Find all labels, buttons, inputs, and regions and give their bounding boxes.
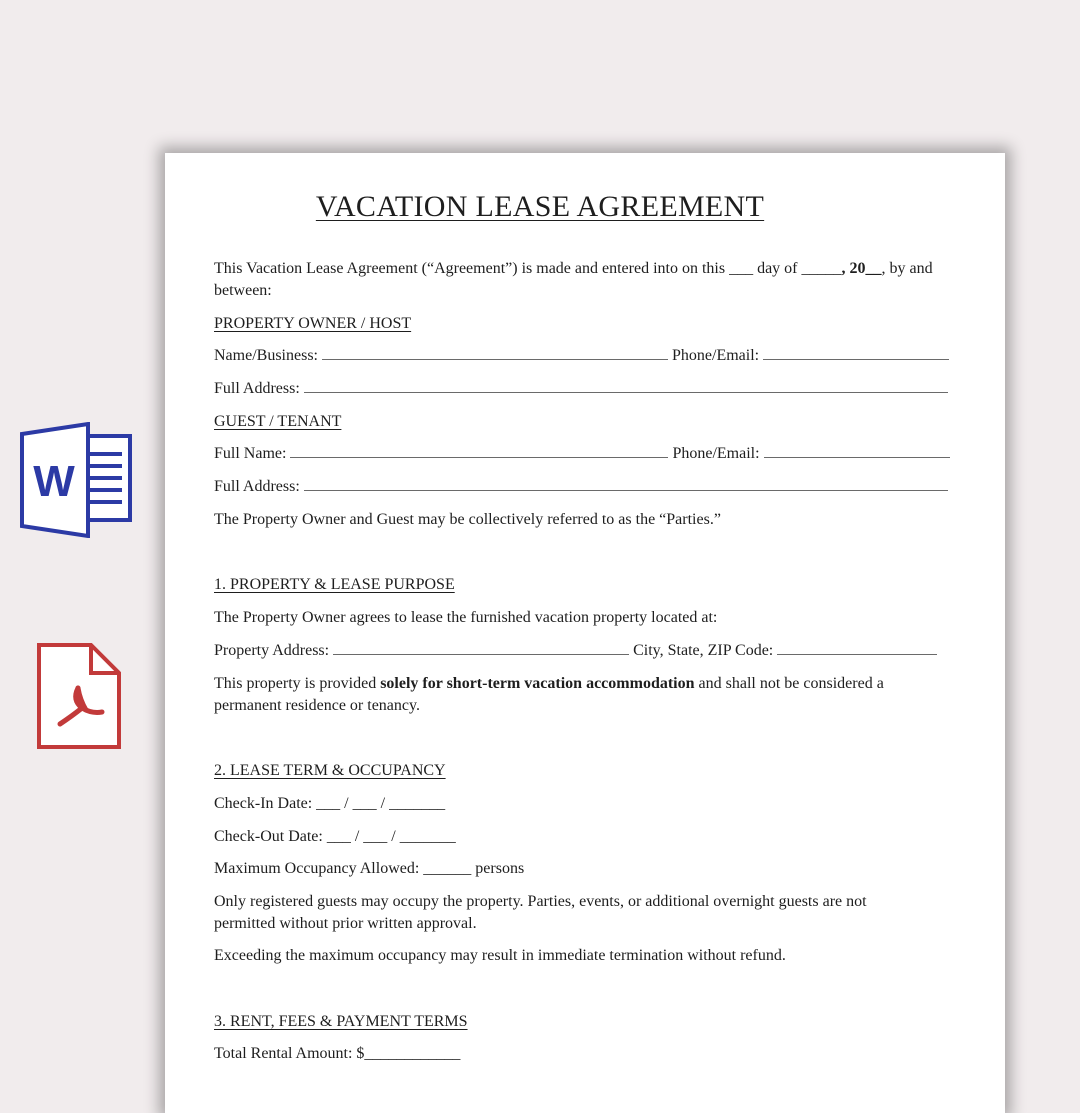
intro-paragraph: [214, 258, 954, 280]
owner-name-label: Name/Business:: [214, 347, 318, 364]
parties-note: The Property Owner and Guest may be collectively referred to as the “Parties.”: [214, 511, 721, 528]
city-state-zip-field[interactable]: [777, 640, 937, 655]
property-address-field[interactable]: [333, 640, 629, 655]
occupancy-rule: Only registered guests may occupy the property. Parties, events, or additional overnight guests are not: [214, 893, 867, 910]
word-file-icon: [20, 422, 134, 538]
owner-address-field[interactable]: [304, 378, 948, 393]
svg-text:W: W: [33, 457, 75, 506]
intro-year: , 20__: [841, 260, 882, 277]
purpose-paragraph-cont: permanent residence or tenancy.: [214, 697, 420, 714]
guest-phone-label: Phone/Email:: [672, 445, 760, 462]
section-1-intro: The Property Owner agrees to lease the furnished vacation property located at:: [214, 609, 718, 626]
owner-heading: PROPERTY OWNER / HOST: [214, 315, 412, 332]
purpose-text-end: and shall not be considered a: [694, 675, 884, 692]
guest-heading: GUEST / TENANT: [214, 413, 342, 430]
guest-address-field[interactable]: [304, 476, 948, 491]
owner-phone-field[interactable]: [763, 345, 949, 360]
owner-name-row: [214, 345, 954, 367]
owner-phone-label: Phone/Email:: [672, 347, 760, 364]
owner-address-row: [214, 378, 954, 400]
intro-paragraph-cont: between:: [214, 282, 272, 299]
intro-text-end: , by and: [881, 260, 933, 277]
occupancy-rule-cont: permitted without prior written approval.: [214, 915, 477, 932]
section-1-heading: 1. PROPERTY & LEASE PURPOSE: [214, 576, 455, 593]
guest-name-label: Full Name:: [214, 445, 287, 462]
checkout-date: Check-Out Date: ___ / ___ / _______: [214, 828, 456, 845]
intro-text: This Vacation Lease Agreement (“Agreement”) is made and entered into on this ___ day of _____: [214, 260, 842, 277]
max-occupancy: Maximum Occupancy Allowed: ______ persons: [214, 860, 525, 877]
owner-address-label: Full Address:: [214, 380, 300, 397]
document-title: VACATION LEASE AGREEMENT: [315, 190, 765, 223]
guest-phone-field[interactable]: [764, 443, 950, 458]
property-address-row: [214, 640, 954, 662]
total-rental-amount: Total Rental Amount: $____________: [214, 1045, 461, 1062]
guest-address-label: Full Address:: [214, 478, 300, 495]
purpose-paragraph: [214, 673, 954, 695]
section-3-heading: 3. RENT, FEES & PAYMENT TERMS: [214, 1013, 468, 1030]
occupancy-warning: Exceeding the maximum occupancy may result in immediate termination without refund.: [214, 947, 786, 964]
guest-address-row: [214, 476, 954, 498]
pdf-file-icon: [36, 642, 122, 750]
property-address-label: Property Address:: [214, 642, 330, 659]
city-state-zip-label: City, State, ZIP Code:: [633, 642, 774, 659]
purpose-text: This property is provided: [214, 675, 381, 692]
guest-name-row: [214, 443, 954, 465]
owner-name-field[interactable]: [322, 345, 668, 360]
checkin-date: Check-In Date: ___ / ___ / _______: [214, 795, 446, 812]
purpose-bold-text: solely for short-term vacation accommodation: [380, 675, 695, 692]
section-2-heading: 2. LEASE TERM & OCCUPANCY: [214, 762, 446, 779]
guest-name-field[interactable]: [290, 443, 668, 458]
